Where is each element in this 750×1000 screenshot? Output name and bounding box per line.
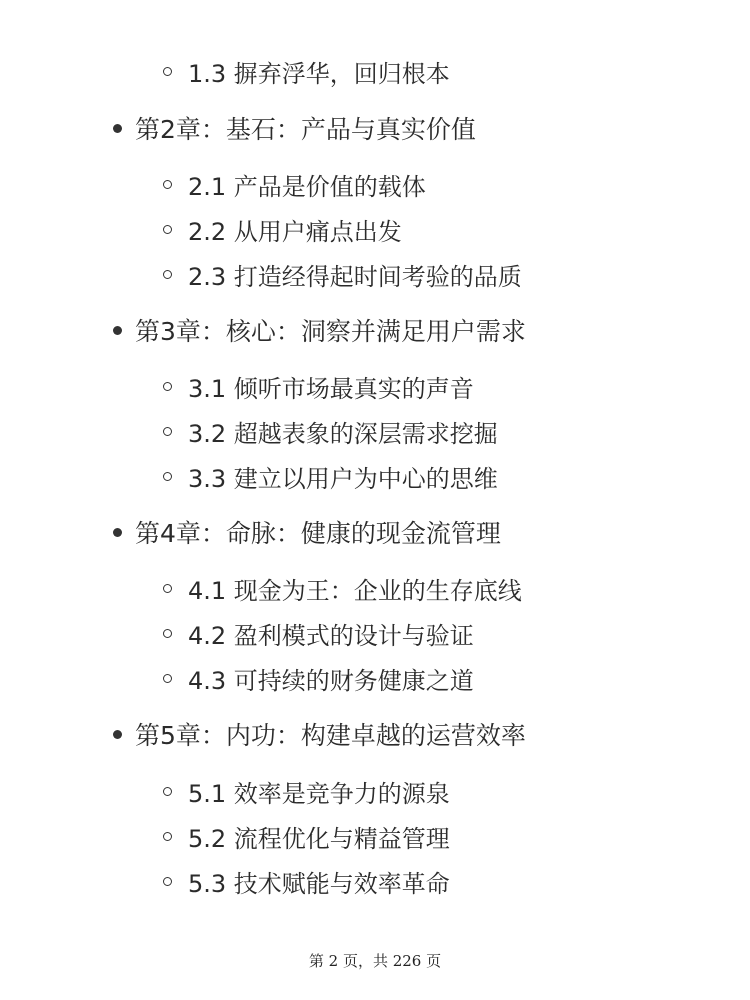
toc-section-label: 4.1 现金为王：企业的生存底线 (188, 576, 522, 605)
filled-disc-bullet-icon (113, 124, 122, 133)
hollow-circle-bullet-icon (163, 225, 172, 234)
toc-chapter-item (113, 714, 526, 754)
toc-chapter-label: 第2章：基石：产品与真实价值 (135, 115, 476, 144)
toc-section-item (163, 209, 402, 249)
toc-section-item (163, 51, 450, 91)
hollow-circle-bullet-icon (163, 584, 172, 593)
toc-section-item (163, 816, 450, 856)
toc-chapter-label: 第4章：命脉：健康的现金流管理 (135, 519, 501, 548)
toc-chapter-label: 第3章：核心：洞察并满足用户需求 (135, 317, 526, 346)
toc-section-item (163, 366, 474, 406)
toc-section-label: 4.3 可持续的财务健康之道 (188, 666, 474, 695)
hollow-circle-bullet-icon (163, 67, 172, 76)
toc-section-item (163, 254, 522, 294)
toc-section-label: 3.2 超越表象的深层需求挖掘 (188, 419, 498, 448)
hollow-circle-bullet-icon (163, 629, 172, 638)
toc-section-label: 3.1 倾听市场最真实的声音 (188, 374, 474, 403)
filled-disc-bullet-icon (113, 326, 122, 335)
hollow-circle-bullet-icon (163, 674, 172, 683)
hollow-circle-bullet-icon (163, 427, 172, 436)
toc-chapter-label: 第5章：内功：构建卓越的运营效率 (135, 721, 526, 750)
hollow-circle-bullet-icon (163, 270, 172, 279)
filled-disc-bullet-icon (113, 730, 122, 739)
toc-section-item (163, 613, 474, 653)
toc-chapter-item (113, 512, 501, 552)
toc-section-item (163, 861, 450, 901)
toc-section-item (163, 568, 522, 608)
filled-disc-bullet-icon (113, 528, 122, 537)
hollow-circle-bullet-icon (163, 180, 172, 189)
toc-chapter-item (113, 108, 476, 148)
page-number-footer: 第 2 页，共 226 页 (308, 952, 442, 970)
toc-section-item (163, 456, 498, 496)
toc-section-item (163, 411, 498, 451)
toc-section-label: 5.1 效率是竞争力的源泉 (188, 779, 450, 808)
hollow-circle-bullet-icon (163, 787, 172, 796)
toc-section-label: 5.3 技术赋能与效率革命 (188, 869, 450, 898)
toc-section-label: 3.3 建立以用户为中心的思维 (188, 464, 498, 493)
hollow-circle-bullet-icon (163, 382, 172, 391)
toc-section-label: 1.3 摒弃浮华，回归根本 (188, 59, 450, 88)
toc-section-item (163, 164, 426, 204)
toc-chapter-item (113, 310, 526, 350)
hollow-circle-bullet-icon (163, 832, 172, 841)
hollow-circle-bullet-icon (163, 472, 172, 481)
hollow-circle-bullet-icon (163, 877, 172, 886)
toc-section-label: 2.1 产品是价值的载体 (188, 172, 426, 201)
toc-section-item (163, 771, 450, 811)
toc-section-item (163, 658, 474, 698)
toc-section-label: 5.2 流程优化与精益管理 (188, 824, 450, 853)
toc-section-label: 2.2 从用户痛点出发 (188, 217, 402, 246)
toc-section-label: 2.3 打造经得起时间考验的品质 (188, 262, 522, 291)
toc-section-label: 4.2 盈利模式的设计与验证 (188, 621, 474, 650)
